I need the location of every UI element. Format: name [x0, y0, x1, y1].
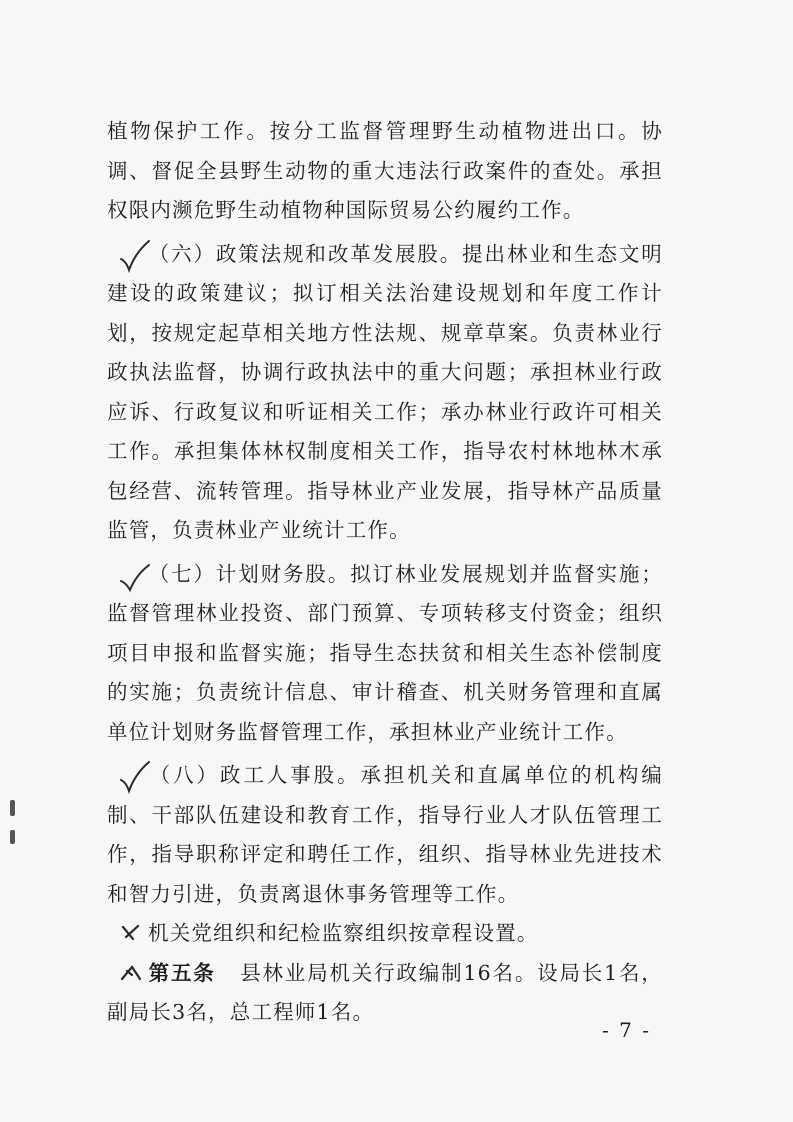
paragraph-text: （七）计划财务股。拟订林业发展规划并监督实施；监督管理林业投资、部门预算、专项转移支付资金；组织项目申报和监督实施；指导生态扶贫和相关生态补偿制度的实施；负责统计信息、审计稽查、机关财务管理和直属单位计划财务监督管理工作，承担林业产业统计工作。 — [107, 561, 663, 744]
paragraph-personnel-section — [107, 756, 663, 914]
paragraph-text: （六）政策法规和改革发展股。提出林业和生态文明建设的政策建议；拟订相关法治建设规划和年度工作计划，按规定起草相关地方性法规、规章草案。负责林业行政执法监督，协调行政执法中的重大问题；承担林业行政应诉、行政复议和听证相关工作；承办林业行政许可相关工作。承担集体林权制度相关工作，指导农村林地林木承包经营、流转管理。指导林业产业发展，指导林产品质量监管，负责林业产业统计工作。 — [107, 241, 663, 542]
document-body — [107, 112, 663, 1033]
article-heading: 第五条 — [148, 960, 216, 985]
paragraph-party-organization — [107, 914, 663, 954]
article-text: 县林业局机关行政编制16名。设局长1名，副局长3名，总工程师1名。 — [107, 960, 663, 1024]
paragraph-wildlife-continued — [107, 112, 663, 231]
article-five — [107, 954, 663, 1033]
paragraph-text: 机关党组织和纪检监察组织按章程设置。 — [148, 921, 539, 945]
paragraph-finance-section — [107, 555, 663, 753]
paragraph-text: 植物保护工作。按分工监督管理野生动植物进出口。协调、督促全县野生动物的重大违法行政案件的查处。承担权限内濒危野生动植物种国际贸易公约履约工作。 — [107, 119, 663, 222]
binding-mark-top — [10, 800, 15, 816]
binding-mark-bottom — [10, 830, 15, 844]
paragraph-policy-section — [107, 235, 663, 551]
page-number: - 7 - — [602, 1018, 651, 1042]
paragraph-text: （八）政工人事股。承担机关和直属单位的机构编制、干部队伍建设和教育工作，指导行业人才队伍管理工作，指导职称评定和聘任工作，组织、指导林业先进技术和智力引进，负责离退休事务管理等工作。 — [107, 763, 663, 906]
